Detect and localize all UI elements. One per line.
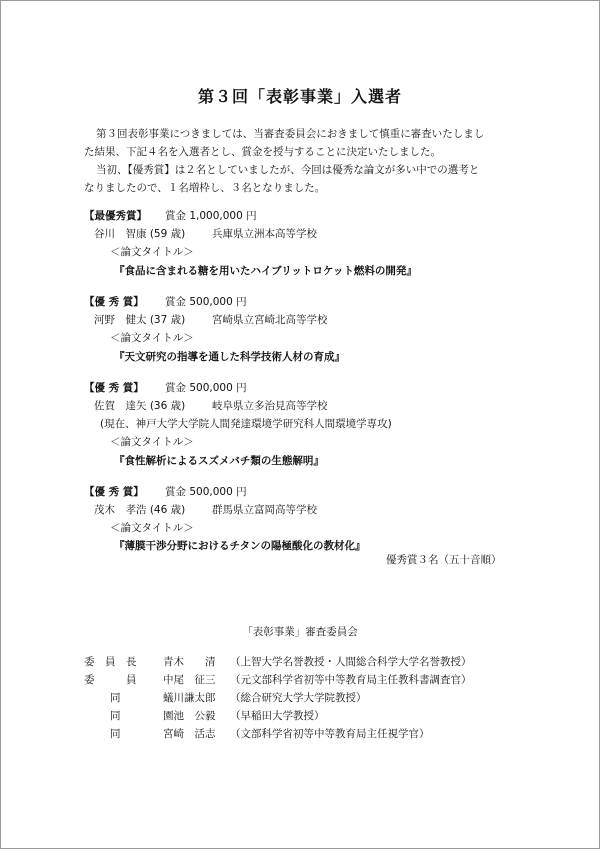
- award-prize: 賞金 500,000 円: [165, 296, 247, 308]
- member-title: （元文部科学省初等中等教育局主任教科書調査官）: [230, 674, 472, 686]
- member-name: 園池 公毅: [163, 710, 216, 722]
- intro-line-2: た結果、下記４名を入選者とし、賞金を授与することに決定いたしました。: [84, 146, 441, 158]
- member-title: （早稲田大学教授）: [230, 710, 325, 722]
- award-prize: 賞金 500,000 円: [165, 486, 247, 498]
- award-prize: 賞金 500,000 円: [165, 382, 247, 394]
- paper-label: ＜論文タイトル＞: [110, 522, 194, 534]
- paper-title: 『薄膜干渉分野におけるチタンの陽極酸化の教材化』: [114, 540, 366, 552]
- winner-note: (現在、神戸大学大学院人間発達環境学研究科人間環境学専攻): [100, 418, 392, 430]
- intro-line-4: なりましたので、１名増枠し、３名となりました。: [84, 182, 326, 194]
- intro-line-3: 当初、【優秀賞】は２名としていましたが、今回は優秀な論文が多い中での選考と: [96, 164, 480, 176]
- member-name: 宮崎 活志: [163, 728, 216, 740]
- award-category: 【優 秀 賞】: [84, 486, 144, 498]
- member-title: （上智大学名誉教授・人間総合科学大学名誉教授）: [230, 656, 472, 668]
- member-name: 青木 清: [163, 656, 216, 668]
- award-prize: 賞金 1,000,000 円: [165, 210, 257, 222]
- intro-line-1: 第３回表彰事業につきましては、当審査委員会におきまして慎重に審査いたしまし: [96, 128, 485, 140]
- committee-title: 「表彰事業」審査委員会: [242, 626, 358, 638]
- member-role: 委 員 長: [84, 656, 137, 668]
- paper-title: 『食品に含まれる糖を用いたハイブリットロケット燃料の開発』: [114, 265, 417, 277]
- member-title: （総合研究大学大学院教授）: [230, 692, 367, 704]
- winner-affiliation: 岐阜県立多治見高等学校: [212, 400, 328, 412]
- award-category: 【優 秀 賞】: [84, 296, 144, 308]
- award-category: 【優 秀 賞】: [84, 382, 144, 394]
- member-title: （文部科学省初等中等教育局主任視学官）: [230, 728, 430, 740]
- member-role: 同: [110, 710, 121, 722]
- member-role: 同: [110, 692, 121, 704]
- paper-title: 『食性解析によるスズメバチ類の生態解明』: [114, 455, 324, 467]
- award-category: 【最優秀賞】: [84, 210, 147, 222]
- order-note: 優秀賞３名（五十音順）: [386, 554, 502, 566]
- winner-affiliation: 宮崎県立宮崎北高等学校: [212, 314, 328, 326]
- member-name: 蟻川謙太郎: [163, 692, 216, 704]
- winner-affiliation: 兵庫県立洲本高等学校: [212, 228, 317, 240]
- page-title: 第３回「表彰事業」入選者: [197, 87, 402, 106]
- paper-title: 『天文研究の指導を通した科学技術人材の育成』: [114, 351, 345, 363]
- member-role: 委 員: [84, 674, 137, 686]
- winner-name: 茂木 孝浩 (46 歳): [94, 504, 186, 516]
- member-role: 同: [110, 728, 121, 740]
- winner-affiliation: 群馬県立富岡高等学校: [212, 504, 317, 516]
- paper-label: ＜論文タイトル＞: [110, 436, 194, 448]
- winner-name: 谷川 智康 (59 歳): [94, 228, 186, 240]
- paper-label: ＜論文タイトル＞: [110, 246, 194, 258]
- winner-name: 河野 健太 (37 歳): [94, 314, 186, 326]
- winner-name: 佐賀 達矢 (36 歳): [94, 400, 186, 412]
- paper-label: ＜論文タイトル＞: [110, 332, 194, 344]
- member-name: 中尾 征三: [163, 674, 216, 686]
